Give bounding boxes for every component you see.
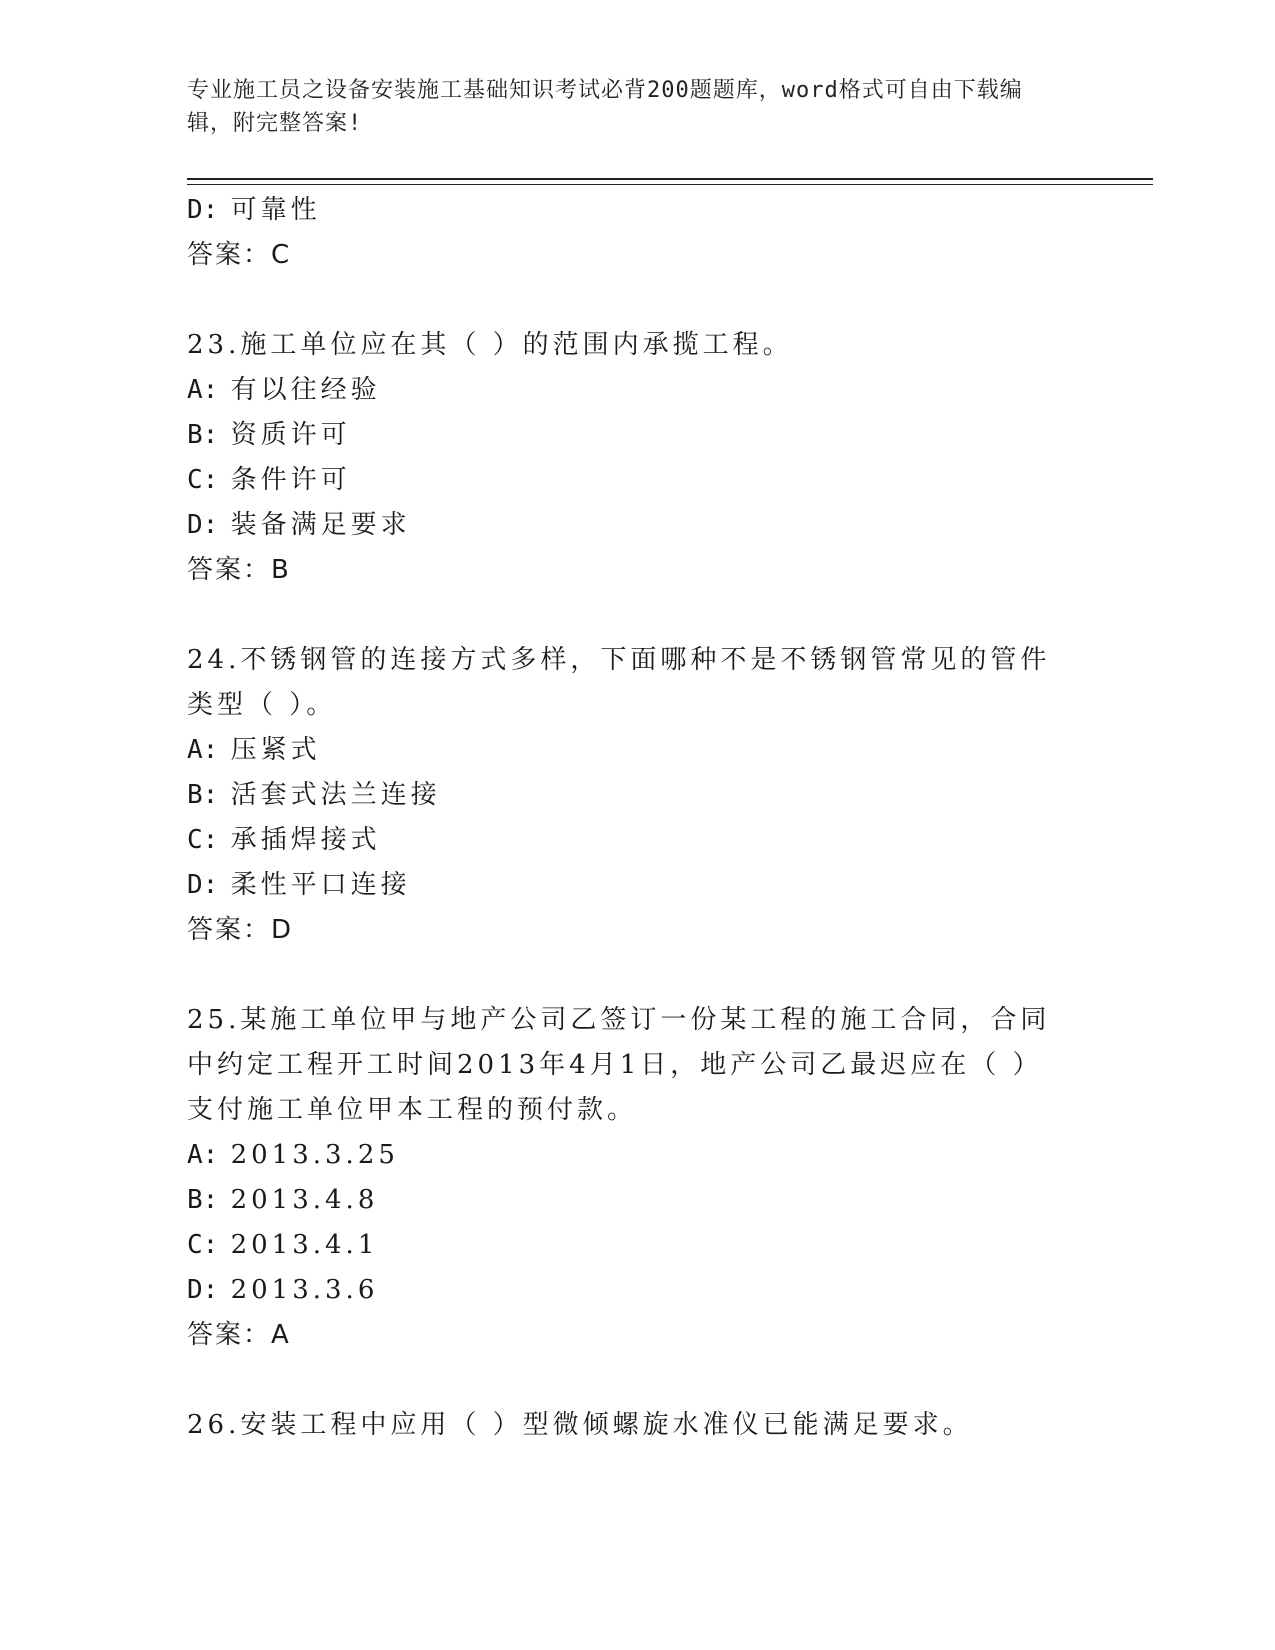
header-title: 专业施工员之设备安装施工基础知识考试必背200题题库，word格式可自由下载编辑，附完整答案! — [187, 78, 1023, 136]
question-25 — [187, 998, 1087, 1358]
option-key: C: — [187, 465, 219, 495]
option-text: 承插焊接式 — [230, 825, 381, 855]
header-rule-thin — [187, 184, 1153, 185]
option-c — [187, 1223, 1087, 1268]
option-d — [187, 1268, 1087, 1313]
option-text: 活套式法兰连接 — [230, 780, 441, 810]
option-key: D: — [187, 510, 219, 540]
option-c — [187, 458, 1087, 503]
option-key: A: — [187, 735, 219, 765]
answer-line: 答案：C — [187, 240, 292, 270]
question-text: 26.安装工程中应用（ ）型微倾螺旋水准仪已能满足要求。 — [187, 1410, 973, 1440]
question-text: 23.施工单位应在其（ ）的范围内承揽工程。 — [187, 330, 793, 360]
option-text: 可靠性 — [230, 195, 321, 225]
question-23 — [187, 323, 1087, 593]
question-26 — [187, 1403, 1087, 1448]
question-text: 25.某施工单位甲与地产公司乙签订一份某工程的施工合同，合同中约定工程开工时间2013年4月1日，地产公司乙最迟应在（ ）支付施工单位甲本工程的预付款。 — [187, 1005, 1051, 1125]
option-key: B: — [187, 420, 219, 450]
option-text: 条件许可 — [230, 465, 351, 495]
answer-line: 答案：A — [187, 1320, 291, 1350]
option-d — [187, 503, 1087, 548]
option-d — [187, 863, 1087, 908]
option-text: 2013.4.8 — [230, 1185, 379, 1215]
option-text: 2013.4.1 — [230, 1230, 379, 1260]
answer-line: 答案：B — [187, 555, 291, 585]
option-text: 压紧式 — [230, 735, 321, 765]
option-b — [187, 773, 1087, 818]
question-text: 24.不锈钢管的连接方式多样，下面哪种不是不锈钢管常见的管件类型（ ）。 — [187, 645, 1051, 720]
option-key: C: — [187, 825, 219, 855]
document-header — [187, 74, 1067, 140]
option-key: B: — [187, 1185, 219, 1215]
option-text: 2013.3.25 — [230, 1140, 399, 1170]
option-key: D: — [187, 870, 219, 900]
option-text: 有以往经验 — [230, 375, 381, 405]
option-key: A: — [187, 1140, 219, 1170]
option-key: D: — [187, 195, 219, 225]
option-key: D: — [187, 1275, 219, 1305]
option-text: 资质许可 — [230, 420, 351, 450]
question-24 — [187, 638, 1087, 953]
option-a — [187, 728, 1087, 773]
option-c — [187, 818, 1087, 863]
option-key: A: — [187, 375, 219, 405]
option-a — [187, 1133, 1087, 1178]
option-key: B: — [187, 780, 219, 810]
option-d — [187, 188, 1087, 233]
option-text: 装备满足要求 — [230, 510, 411, 540]
question-list — [187, 188, 1087, 1448]
previous-question-tail — [187, 188, 1087, 278]
answer-line: 答案：D — [187, 915, 294, 945]
option-text: 2013.3.6 — [230, 1275, 379, 1305]
option-text: 柔性平口连接 — [230, 870, 411, 900]
option-key: C: — [187, 1230, 219, 1260]
header-rule — [187, 178, 1153, 180]
option-a — [187, 368, 1087, 413]
option-b — [187, 1178, 1087, 1223]
option-b — [187, 413, 1087, 458]
